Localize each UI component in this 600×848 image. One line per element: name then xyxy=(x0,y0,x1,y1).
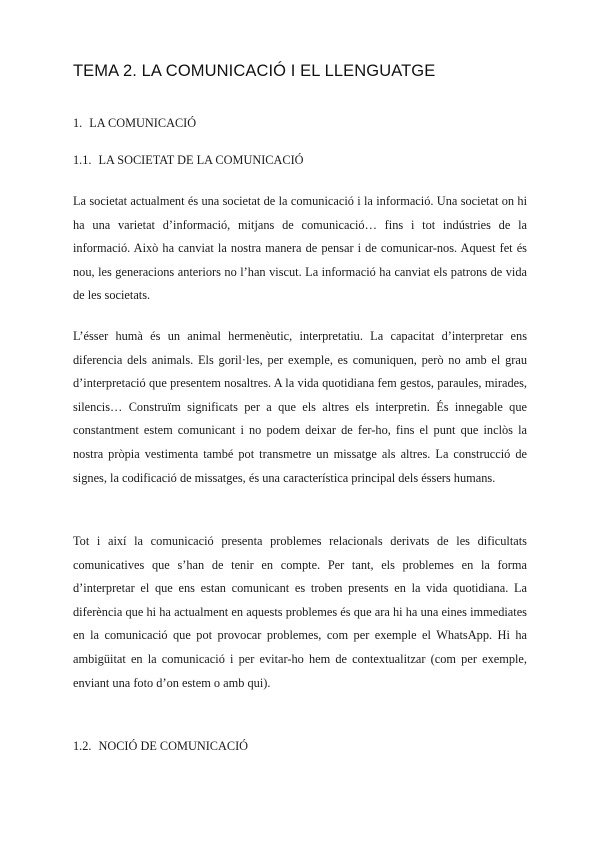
section-heading-1-2 xyxy=(73,739,248,754)
section-number: 1.2. xyxy=(73,739,92,753)
section-label: NOCIÓ DE COMUNICACIÓ xyxy=(98,739,249,753)
document-title: TEMA 2. LA COMUNICACIÓ I EL LLENGUATGE xyxy=(73,62,436,80)
section-heading-1 xyxy=(73,116,196,131)
section-number: 1.1. xyxy=(73,153,92,167)
section-label: LA SOCIETAT DE LA COMUNICACIÓ xyxy=(98,153,304,167)
section-label: LA COMUNICACIÓ xyxy=(89,116,197,130)
paragraph-3: Tot i així la comunicació presenta problemes relacionals derivats de les dificultats comunicatives que s’han de tenir en compte. Per tant, els problemes en la forma d’interpretar el que ens estan comunicant es troben presents en la vida quotidiana. La diferència que hi ha actualment en aquests problemes és que ara hi ha una eines immediates en la comunicació que pot provocar problemes, com per exemple el WhatsApp. Hi ha ambigüitat en la comunicació i per evitar-ho hem de contextualitzar (com per exemple, enviant una foto d’on estem o amb qui). xyxy=(73,534,527,690)
paragraph-2: L’ésser humà és un animal hermenèutic, interpretatiu. La capacitat d’interpretar ens diferencia dels animals. Els goril·les, per exemple, es comuniquen, però no amb el grau d’interpretació que presentem nosaltres. A la vida quotidiana fem gestos, paraules, mirades, silencis… Construïm significats per a que els altres els interpretin. És innegable que constantment estem comunicant i no podem deixar de fer-ho, fins el punt que inclòs la nostra pròpia vestimenta també pot transmetre un missatge als altres. La construcció de signes, la codificació de missatges, és una característica principal dels éssers humans. xyxy=(73,329,527,485)
section-heading-1-1 xyxy=(73,153,304,168)
section-number: 1. xyxy=(73,116,83,130)
paragraph-1: La societat actualment és una societat de la comunicació i la informació. Una societat on hi ha una varietat d’informació, mitjans de comunicació… fins i tot indústries de la informació. Això ha canviat la nostra manera de pensar i de comunicar-nos. Aquest fet és nou, les generacions anteriors no l’han viscut. La informació ha canviat els patrons de vida de les societats. xyxy=(73,194,527,303)
